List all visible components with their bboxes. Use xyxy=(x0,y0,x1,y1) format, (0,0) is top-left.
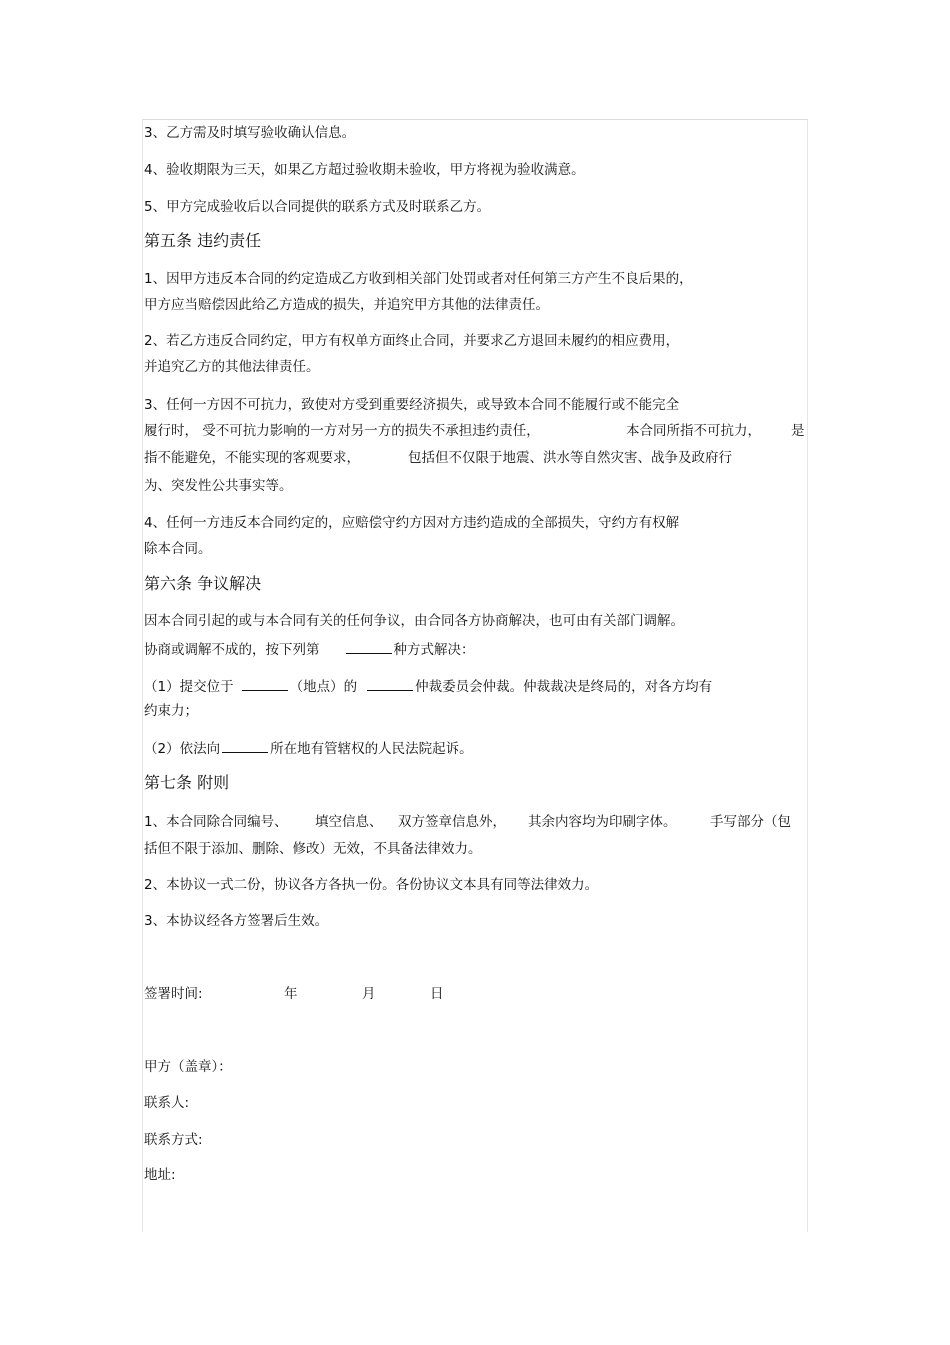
day-label: 日 xyxy=(430,986,444,1002)
clause-text: 种方式解决： xyxy=(393,642,475,658)
clause-line: 括但不限于添加、删除、修改）无效，不具备法律效力。 xyxy=(144,841,482,857)
contact-person-label: 联系人: xyxy=(144,1095,190,1111)
party-a-label: 甲方（盖章）： xyxy=(144,1059,232,1075)
fill-blank[interactable] xyxy=(222,738,268,753)
clause-text: 所在地有管辖权的人民法院起诉。 xyxy=(270,741,473,757)
clause-text: 包括但不仅限于地震、洪水等自然灾害、战争及政府行 xyxy=(408,450,732,466)
clause-line: 2、若乙方违反合同约定，甲方有权单方面终止合同，并要求乙方退回未履约的相应费用， xyxy=(144,333,680,349)
clause-line xyxy=(144,422,805,440)
contact-method-label: 联系方式: xyxy=(144,1132,203,1148)
clause-text: 手写部分（包 xyxy=(710,814,791,830)
month-label: 月 xyxy=(362,986,376,1002)
fill-blank[interactable] xyxy=(367,676,413,691)
clause-line xyxy=(144,449,732,467)
clause-line xyxy=(144,639,475,659)
clause-line: 4、验收期限为三天，如果乙方超过验收期未验收，甲方将视为验收满意。 xyxy=(144,162,585,178)
clause-line xyxy=(144,676,712,696)
clause-text: 双方签章信息外， xyxy=(398,814,506,830)
fill-blank[interactable] xyxy=(346,639,392,654)
clause-line: 因本合同引起的或与本合同有关的任何争议，由合同各方协商解决，也可由有关部门调解。 xyxy=(144,613,684,629)
clause-line: 2、本协议一式二份，协议各方各执一份。各份协议文本具有同等法律效力。 xyxy=(144,877,599,893)
fill-blank[interactable] xyxy=(242,676,288,691)
clause-line: 3、乙方需及时填写验收确认信息。 xyxy=(144,125,356,141)
clause-line: 4、任何一方违反本合同约定的，应赔偿守约方因对方违约造成的全部损失，守约方有权解 xyxy=(144,515,680,531)
clause-text: （地点）的 xyxy=(289,679,358,695)
section-title-7: 第七条 附则 xyxy=(144,773,230,792)
clause-text: 履行时， 受不可抗力影响的一方对另一方的损失不承担违约责任， xyxy=(144,423,540,439)
clause-text: 指不能避免，不能实现的客观要求， xyxy=(144,450,360,466)
clause-text: 是 xyxy=(791,423,805,439)
clause-line: 3、任何一方因不可抗力，致使对方受到重要经济损失，或导致本合同不能履行或不能完全 xyxy=(144,397,680,413)
address-label: 地址: xyxy=(144,1167,176,1183)
clause-line: 约束力； xyxy=(144,703,198,719)
clause-line: 1、因甲方违反本合同的约定造成乙方收到相关部门处罚或者对任何第三方产生不良后果的， xyxy=(144,271,693,287)
clause-text: （2）依法向 xyxy=(144,741,221,757)
clause-text: 本合同所指不可抗力， xyxy=(626,423,761,439)
signing-time-label: 签署时间: xyxy=(144,986,203,1002)
clause-text: （1）提交位于 xyxy=(144,679,234,695)
clause-line xyxy=(144,738,473,758)
clause-text: 其余内容均为印刷字体。 xyxy=(528,814,677,830)
clause-line: 3、本协议经各方签署后生效。 xyxy=(144,913,329,929)
signing-time-row xyxy=(144,985,444,1003)
clause-text: 协商或调解不成的，按下列第 xyxy=(144,642,320,658)
clause-text: 1、本合同除合同编号、 xyxy=(144,814,288,830)
clause-line: 并追究乙方的其他法律责任。 xyxy=(144,359,320,375)
clause-text: 仲裁委员会仲裁。仲裁裁决是终局的，对各方均有 xyxy=(415,679,713,695)
clause-line xyxy=(144,813,791,831)
clause-text: 填空信息、 xyxy=(315,814,383,830)
clause-line: 除本合同。 xyxy=(144,541,212,557)
section-title-6: 第六条 争议解决 xyxy=(144,574,262,593)
clause-line: 5、甲方完成验收后以合同提供的联系方式及时联系乙方。 xyxy=(144,199,491,215)
clause-line: 为、突发性公共事实等。 xyxy=(144,478,293,494)
clause-line: 甲方应当赔偿因此给乙方造成的损失，并追究甲方其他的法律责任。 xyxy=(144,297,549,313)
year-label: 年 xyxy=(284,986,298,1002)
section-title-5: 第五条 违约责任 xyxy=(144,231,262,250)
